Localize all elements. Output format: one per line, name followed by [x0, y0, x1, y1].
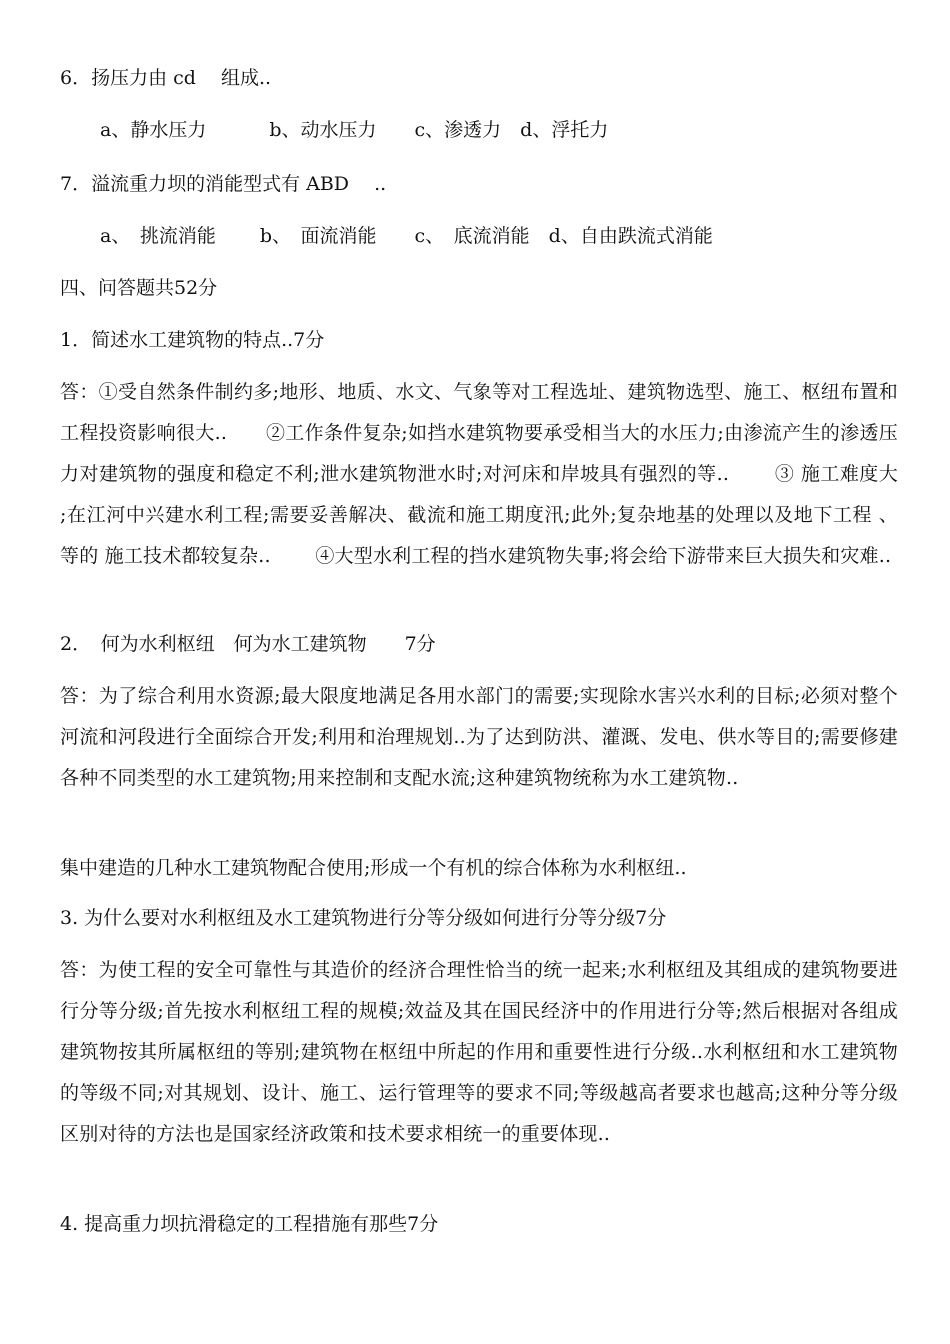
question-3-answer: 答：为使工程的安全可靠性与其造价的经济合理性恰当的统一起来;水利枢纽及其组成的建筑物要进行分等分级;首先按水利枢纽工程的规模;效益及其在国民经济中的作用进行分等;然后根据对各组成建筑物按其所属枢纽的等别;建筑物在枢纽中所起的作用和重要性进行分级..水利枢纽和水工建筑物的等级不同;对其规划、设计、施工、运行管理等的要求不同;等级越高者要求也越高;这种分等分级区别对待的方法也是国家经济政策和技术要求相统一的重要体现.. [60, 959, 898, 1145]
question-2-answer-summary: 集中建造的几种水工建筑物配合使用;形成一个有机的综合体称为水利枢纽.. [60, 857, 687, 879]
question-2-answer: 答：为了综合利用水资源;最大限度地满足各用水部门的需要;实现除水害兴水利的目标;必须对整个河流和河段进行全面综合开发;利用和治理规划..为了达到防洪、灌溉、发电、供水等目的;需要修建各种不同类型的水工建筑物;用来控制和支配水流;这种建筑物统称为水工建筑物.. [60, 685, 898, 789]
question-7-stem: 7．溢流重力坝的消能型式有 ABD .. [60, 173, 387, 195]
question-2-title: 2． 何为水利枢纽 何为水工建筑物 7分 [60, 633, 436, 655]
question-7-options: a、 挑流消能 b、 面流消能 c、 底流消能 d、自由跌流式消能 [100, 225, 713, 247]
question-6-options: a、静水压力 b、动水压力 c、渗透力 d、浮托力 [100, 119, 609, 141]
question-1-answer: 答：①受自然条件制约多;地形、地质、水文、气象等对工程选址、建筑物选型、施工、枢纽布置和工程投资影响很大.. ②工作条件复杂;如挡水建筑物要承受相当大的水压力;由渗流产生的渗透压力对建筑物的强度和稳定不利;泄水建筑物泄水时;对河床和岸坡具有强烈的等.. ③ 施工难度大 ;在江河中兴建水利工程;需要妥善解决、截流和施工期度汛;此外;复杂地基的处理以及地下工程 、 等的 施工技术都较复杂.. ④大型水利工程的挡水建筑物失事;将会给下游带来巨大损失和灾难.. [60, 381, 898, 567]
question-1-title: 1．简述水工建筑物的特点..7分 [60, 329, 325, 351]
question-3-title: 3. 为什么要对水利枢纽及水工建筑物进行分等分级如何进行分等分级7分 [60, 907, 667, 929]
question-6-stem: 6．扬压力由 cd 组成.. [60, 67, 272, 89]
question-4-title: 4. 提高重力坝抗滑稳定的工程措施有那些7分 [60, 1213, 439, 1235]
section-heading: 四、问答题共52分 [60, 277, 218, 299]
